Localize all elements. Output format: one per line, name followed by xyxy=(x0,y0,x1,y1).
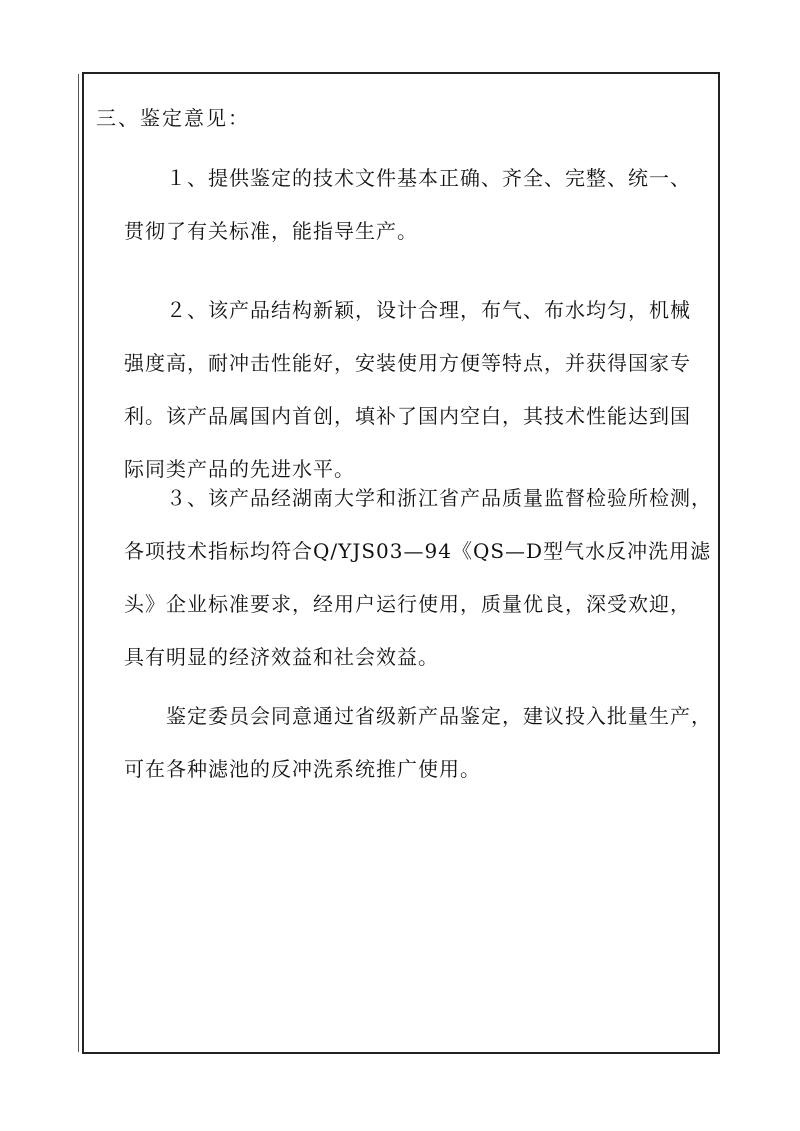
paragraph-line: ３、该产品经湖南大学和浙江省产品质量监督检验所检测， xyxy=(166,486,712,510)
paragraph-line: 利。该产品属国内首创，填补了国内空白，其技术性能达到国 xyxy=(124,404,691,428)
document-border-frame xyxy=(82,72,720,1054)
opinion-paragraph-1 xyxy=(124,152,714,258)
paragraph-line: 鉴定委员会同意通过省级新产品鉴定，建议投入批量生产， xyxy=(166,704,712,728)
paragraph-line: 可在各种滤池的反冲洗系统推广使用。 xyxy=(124,757,481,781)
section-heading: 三、鉴定意见： xyxy=(96,106,250,130)
paragraph-line: 际同类产品的先进水平。 xyxy=(124,457,355,481)
paragraph-line: 头》企业标准要求，经用户运行使用，质量优良，深受欢迎， xyxy=(124,592,691,616)
paragraph-line: 贯彻了有关标准，能指导生产。 xyxy=(124,219,418,243)
paragraph-line: １、提供鉴定的技术文件基本正确、齐全、完整、统一、 xyxy=(166,166,691,190)
committee-conclusion-paragraph xyxy=(124,690,714,796)
opinion-paragraph-3 xyxy=(124,472,714,684)
paragraph-line: ２、该产品结构新颖，设计合理，布气、布水均匀，机械 xyxy=(166,298,691,322)
paragraph-line: 各项技术指标均符合Q/YJS03—94《QS—D型气水反冲洗用滤 xyxy=(124,539,712,563)
opinion-paragraph-2 xyxy=(124,284,714,496)
paragraph-line: 强度高，耐冲击性能好，安装使用方便等特点，并获得国家专 xyxy=(124,351,691,375)
paragraph-line: 具有明显的经济效益和社会效益。 xyxy=(124,645,439,669)
